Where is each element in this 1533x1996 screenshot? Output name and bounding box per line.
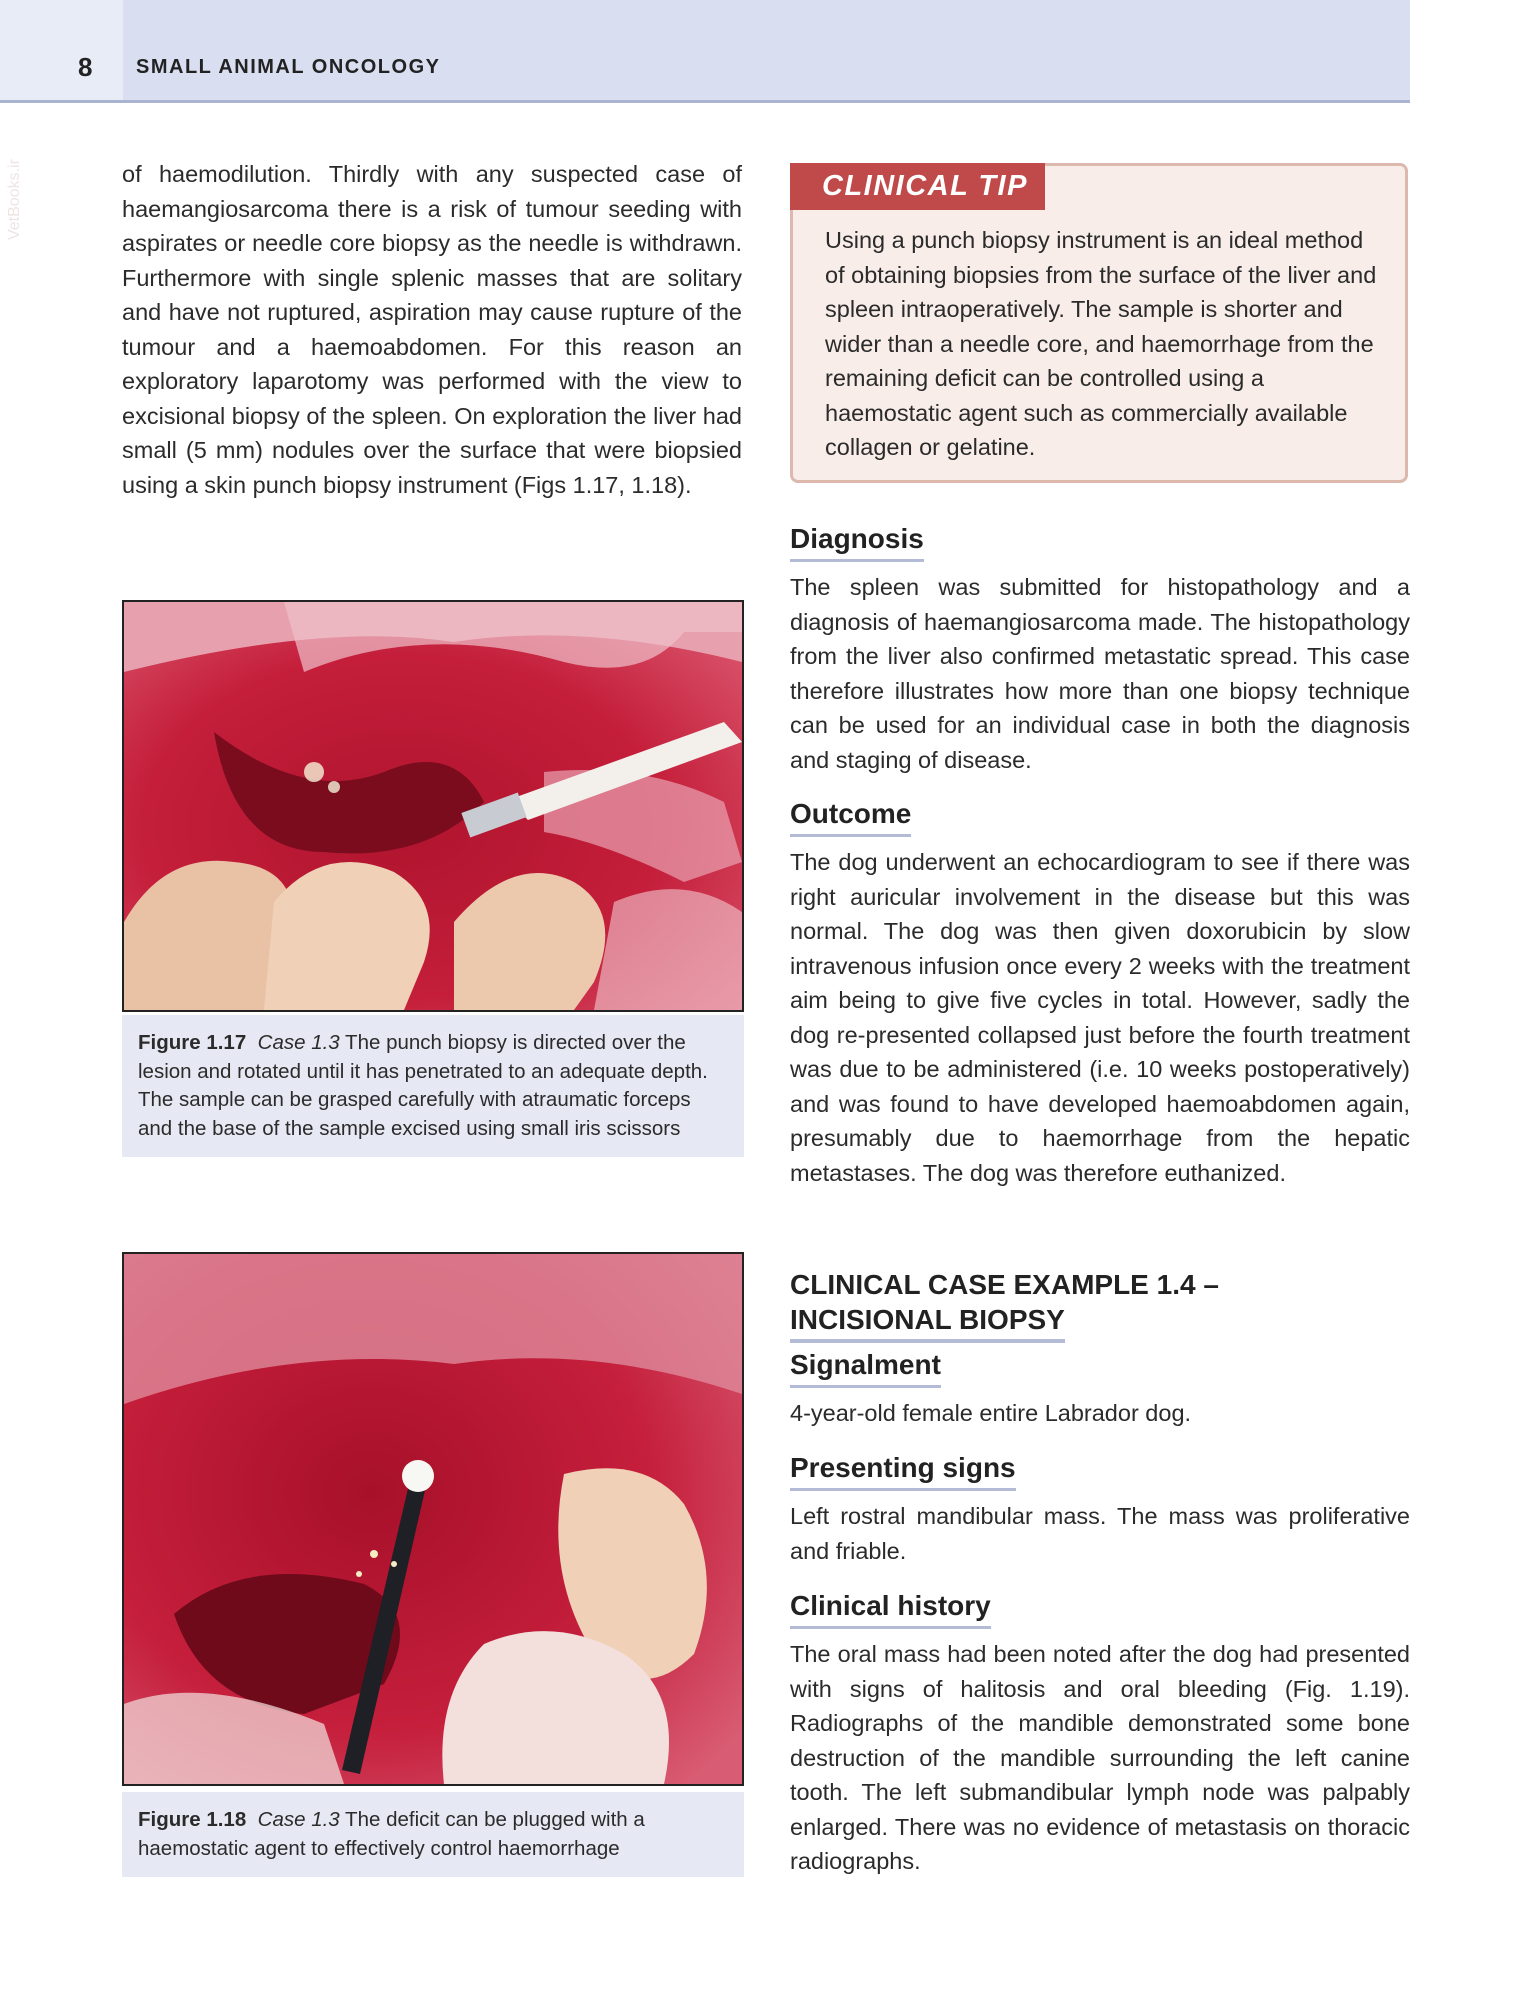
- punch-biopsy-photo: [124, 602, 742, 1010]
- clinical-tip-text: Using a punch biopsy instrument is an ideal method of obtaining biopsies from the surface of the liver and spleen intraoperatively. The sample is shorter and wider than a needle core, and haemorrhage from the remaining deficit can be controlled using a haemostatic agent such as commercially available collagen or gelatine.: [825, 227, 1377, 460]
- haemostatic-plug-photo: [124, 1254, 742, 1784]
- clinical-history-section: [790, 1637, 1410, 1879]
- signalment-text: 4-year-old female entire Labrador dog.: [790, 1400, 1192, 1426]
- presenting-signs-section: [790, 1499, 1410, 1568]
- page-header: [0, 0, 1410, 103]
- case-example-line1: CLINICAL CASE EXAMPLE 1.4 –: [790, 1269, 1219, 1300]
- figure-1-18-caption: [122, 1792, 744, 1877]
- presenting-signs-text: Left rostral mandibular mass. The mass was proliferative and friable.: [790, 1503, 1410, 1564]
- page-number: 8: [78, 52, 93, 82]
- figure-caption-text: The deficit can be plugged with a haemostatic agent to effectively control haemorrhage: [138, 1808, 645, 1860]
- diagnosis-section: [790, 570, 1410, 777]
- figure-1-18-photo: [122, 1252, 744, 1786]
- clinical-history-heading: Clinical history: [790, 1590, 991, 1629]
- outcome-text: The dog underwent an echocardiogram to see if there was right auricular involvement in the disease but this was normal. The dog was then given doxorubicin by slow intravenous infusion once every 2 weeks with the treatment aim being to give five cycles in total. However, sadly the dog re-presented collapsed just before the fourth treatment was due to be administered (i.e. 10 weeks postoperatively) and was found to have developed haemoabdomen again, presumably due to haemorrhage from the hepatic metastases. The dog was therefore euthanized.: [790, 849, 1410, 1186]
- clinical-tip-title: CLINICAL TIP: [790, 163, 1045, 210]
- watermark: VetBooks.ir: [6, 159, 23, 240]
- case-example-heading: [790, 1267, 1410, 1343]
- left-column: [122, 157, 742, 502]
- presenting-signs-heading: Presenting signs: [790, 1452, 1016, 1491]
- figure-caption-text: The punch biopsy is directed over the lesion and rotated until it has penetrated to an adequate depth. The sample can be grasped carefully with atraumatic forceps and the base of the sample excised using small iris scissors: [138, 1031, 708, 1140]
- figure-case: Case 1.3: [257, 1808, 340, 1831]
- diagnosis-text: The spleen was submitted for histopathology and a diagnosis of haemangiosarcoma made. The histopathology from the liver also confirmed metastatic spread. This case therefore illustrates how more than one biopsy technique can be used for an individual case in both the diagnosis and staging of disease.: [790, 574, 1410, 773]
- case-example-line2: INCISIONAL BIOPSY: [790, 1302, 1065, 1343]
- signalment-heading: Signalment: [790, 1349, 941, 1388]
- outcome-heading: Outcome: [790, 798, 911, 837]
- figure-1-17-photo: [122, 600, 744, 1012]
- intro-paragraph: of haemodilution. Thirdly with any suspected case of haemangiosarcoma there is a risk of tumour seeding with aspirates or needle core biopsy as the needle is withdrawn. Furthermore with single splenic masses that are solitary and have not ruptured, aspiration may cause rupture of the tumour and a haemoabdomen. For this reason an exploratory laparotomy was performed with the view to excisional biopsy of the spleen. On exploration the liver had small (5 mm) nodules over the surface that were biopsied using a skin punch biopsy instrument (Figs 1.17, 1.18).: [122, 161, 742, 498]
- figure-1-17-caption: [122, 1015, 744, 1157]
- outcome-section: [790, 845, 1410, 1190]
- running-title: SMALL ANIMAL ONCOLOGY: [136, 56, 441, 78]
- clinical-history-text: The oral mass had been noted after the dog had presented with signs of halitosis and oral bleeding (Fig. 1.19). Radiographs of the mandible demonstrated some bone destruction of the mandible surrounding the left canine tooth. The left submandibular lymph node was palpably enlarged. There was no evidence of metastasis on thoracic radiographs.: [790, 1641, 1410, 1874]
- figure-label: Figure 1.17: [138, 1031, 247, 1054]
- signalment-section: [790, 1396, 1410, 1431]
- diagnosis-heading: Diagnosis: [790, 523, 924, 562]
- page-number-tab: [0, 0, 123, 100]
- figure-label: Figure 1.18: [138, 1808, 247, 1831]
- clinical-tip-box: [790, 163, 1408, 483]
- figure-case: Case 1.3: [257, 1031, 340, 1054]
